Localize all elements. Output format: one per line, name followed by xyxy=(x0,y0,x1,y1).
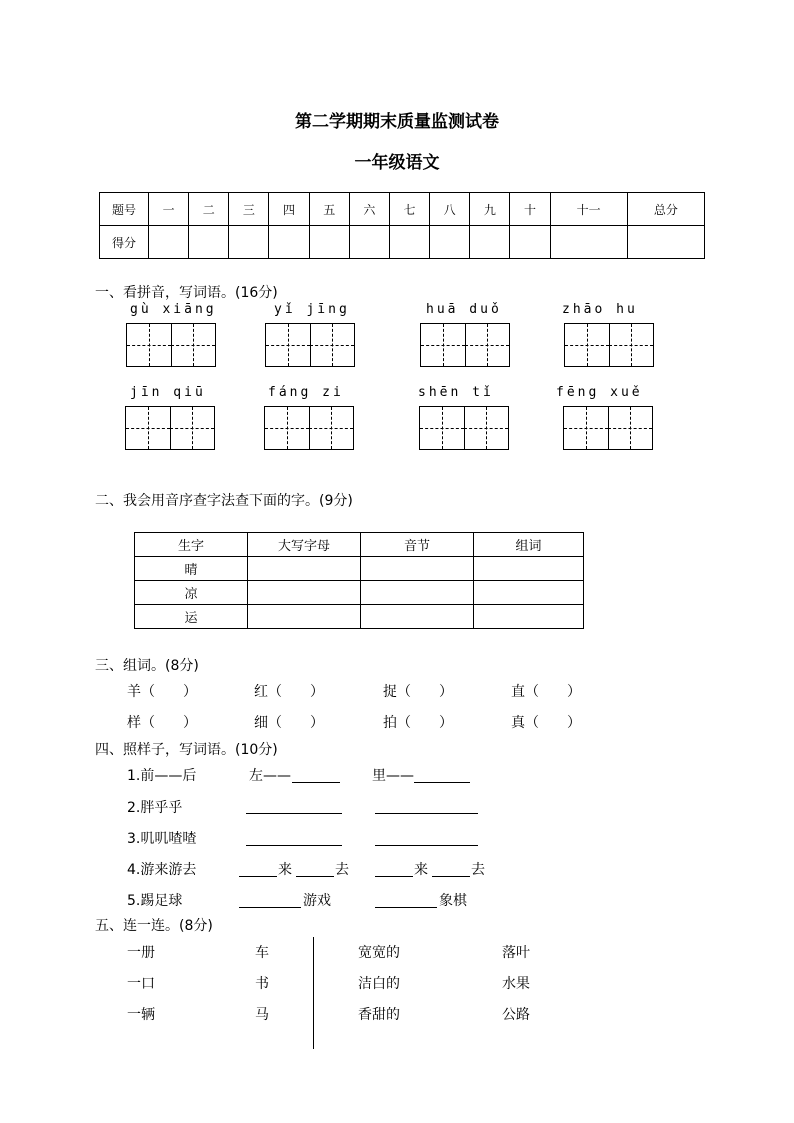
lookup-header-row xyxy=(135,533,584,557)
writing-grid[interactable] xyxy=(264,406,354,450)
answer-blank[interactable] xyxy=(296,876,334,877)
score-cell[interactable] xyxy=(470,226,510,259)
example-label: 5.踢足球 xyxy=(127,893,183,909)
writing-grid[interactable] xyxy=(564,323,654,367)
lookup-char: 晴 xyxy=(135,557,248,581)
writing-grid[interactable] xyxy=(126,323,216,367)
pinyin-label: shēn tǐ xyxy=(418,385,494,400)
answer-cell[interactable] xyxy=(248,581,361,605)
word-item: 真（ ） xyxy=(511,715,581,731)
answer-cell[interactable] xyxy=(361,557,474,581)
score-cell[interactable] xyxy=(430,226,470,259)
word-item: 捉（ ） xyxy=(383,684,453,700)
lookup-char: 运 xyxy=(135,605,248,629)
example-label: 4.游来游去 xyxy=(127,862,197,878)
writing-grid[interactable] xyxy=(419,406,509,450)
prompt-text: 去 xyxy=(471,862,485,878)
score-col-header: 五 xyxy=(309,193,349,226)
lookup-col-header: 生字 xyxy=(135,533,248,557)
score-cell[interactable] xyxy=(627,226,704,259)
score-cell[interactable] xyxy=(510,226,550,259)
pinyin-label: zhāo hu xyxy=(562,302,638,317)
score-col-header: 总分 xyxy=(627,193,704,226)
score-col-header: 七 xyxy=(389,193,429,226)
score-col-header: 四 xyxy=(269,193,309,226)
lookup-col-header: 音节 xyxy=(361,533,474,557)
answer-blank[interactable] xyxy=(246,813,342,814)
lookup-char: 凉 xyxy=(135,581,248,605)
score-col-header: 二 xyxy=(189,193,229,226)
answer-blank[interactable] xyxy=(414,782,470,783)
writing-grid[interactable] xyxy=(563,406,653,450)
score-col-header: 六 xyxy=(349,193,389,226)
page-subtitle: 一年级语文 xyxy=(354,153,440,173)
match-item[interactable]: 一册 xyxy=(127,945,155,961)
score-table xyxy=(99,192,705,259)
pinyin-label: fēng xuě xyxy=(556,385,643,400)
section1-heading: 一、看拼音，写词语。(16分) xyxy=(95,285,278,301)
match-item[interactable]: 宽宽的 xyxy=(358,945,400,961)
score-header-row xyxy=(100,193,705,226)
example-label: 3.叽叽喳喳 xyxy=(127,831,197,847)
score-cell[interactable] xyxy=(189,226,229,259)
pinyin-label: huā duǒ xyxy=(426,302,502,317)
match-item[interactable]: 一辆 xyxy=(127,1007,155,1023)
prompt-text: 象棋 xyxy=(439,893,467,909)
answer-blank[interactable] xyxy=(246,845,342,846)
match-item[interactable]: 车 xyxy=(255,945,269,961)
section3-heading: 三、组词。(8分) xyxy=(95,658,199,674)
score-row-label: 题号 xyxy=(100,193,149,226)
prompt-text: 来 xyxy=(414,862,428,878)
match-item[interactable]: 书 xyxy=(255,976,269,992)
pinyin-label: jīn qiū xyxy=(130,385,206,400)
answer-cell[interactable] xyxy=(361,581,474,605)
lookup-col-header: 组词 xyxy=(474,533,584,557)
lookup-table xyxy=(134,532,584,629)
match-item[interactable]: 洁白的 xyxy=(358,976,400,992)
answer-blank[interactable] xyxy=(239,907,301,908)
answer-blank[interactable] xyxy=(239,876,277,877)
answer-cell[interactable] xyxy=(248,605,361,629)
word-item: 细（ ） xyxy=(254,715,324,731)
section5-heading: 五、连一连。(8分) xyxy=(95,918,213,934)
word-item: 羊（ ） xyxy=(127,684,197,700)
match-item[interactable]: 水果 xyxy=(502,976,530,992)
score-cell[interactable] xyxy=(349,226,389,259)
score-cell[interactable] xyxy=(149,226,189,259)
score-col-header: 一 xyxy=(149,193,189,226)
lookup-col-header: 大写字母 xyxy=(248,533,361,557)
answer-blank[interactable] xyxy=(375,876,413,877)
answer-blank[interactable] xyxy=(375,813,478,814)
prompt-text: 来 xyxy=(278,862,292,878)
match-item[interactable]: 马 xyxy=(255,1007,269,1023)
score-col-header: 三 xyxy=(229,193,269,226)
answer-cell[interactable] xyxy=(474,557,584,581)
prompt-text: 左—— xyxy=(249,768,291,784)
score-col-header: 十 xyxy=(510,193,550,226)
answer-cell[interactable] xyxy=(248,557,361,581)
score-cell[interactable] xyxy=(309,226,349,259)
section4-heading: 四、照样子，写词语。(10分) xyxy=(95,742,278,758)
score-cell[interactable] xyxy=(389,226,429,259)
writing-grid[interactable] xyxy=(125,406,215,450)
answer-blank[interactable] xyxy=(432,876,470,877)
score-cell[interactable] xyxy=(550,226,627,259)
prompt-text: 游戏 xyxy=(303,893,331,909)
answer-blank[interactable] xyxy=(292,782,340,783)
word-item: 直（ ） xyxy=(511,684,581,700)
section2-heading: 二、我会用音序查字法查下面的字。(9分) xyxy=(95,493,353,509)
writing-grid[interactable] xyxy=(420,323,510,367)
pinyin-label: yǐ jīng xyxy=(274,302,350,317)
lookup-row xyxy=(135,581,584,605)
word-item: 红（ ） xyxy=(254,684,324,700)
prompt-text: 去 xyxy=(335,862,349,878)
answer-cell[interactable] xyxy=(474,581,584,605)
writing-grid[interactable] xyxy=(265,323,355,367)
example-label: 2.胖乎乎 xyxy=(127,800,183,816)
pinyin-label: fáng zi xyxy=(268,385,344,400)
word-item: 拍（ ） xyxy=(383,715,453,731)
answer-blank[interactable] xyxy=(375,907,437,908)
pinyin-label: gù xiāng xyxy=(130,302,217,317)
page-title: 第二学期期末质量监测试卷 xyxy=(295,112,499,132)
score-col-header: 八 xyxy=(430,193,470,226)
score-col-header: 九 xyxy=(470,193,510,226)
match-item[interactable]: 香甜的 xyxy=(358,1007,400,1023)
score-col-header: 十一 xyxy=(550,193,627,226)
score-row-label: 得分 xyxy=(100,226,149,259)
example-label: 1.前——后 xyxy=(127,768,197,784)
prompt-text: 里—— xyxy=(372,768,414,784)
answer-cell[interactable] xyxy=(361,605,474,629)
word-item: 样（ ） xyxy=(127,715,197,731)
score-cell[interactable] xyxy=(229,226,269,259)
score-cell[interactable] xyxy=(269,226,309,259)
answer-cell[interactable] xyxy=(474,605,584,629)
match-item[interactable]: 一口 xyxy=(127,976,155,992)
score-value-row xyxy=(100,226,705,259)
match-item[interactable]: 公路 xyxy=(502,1007,530,1023)
column-divider xyxy=(313,937,314,1049)
lookup-row xyxy=(135,605,584,629)
lookup-row xyxy=(135,557,584,581)
match-item[interactable]: 落叶 xyxy=(502,945,530,961)
answer-blank[interactable] xyxy=(375,845,478,846)
